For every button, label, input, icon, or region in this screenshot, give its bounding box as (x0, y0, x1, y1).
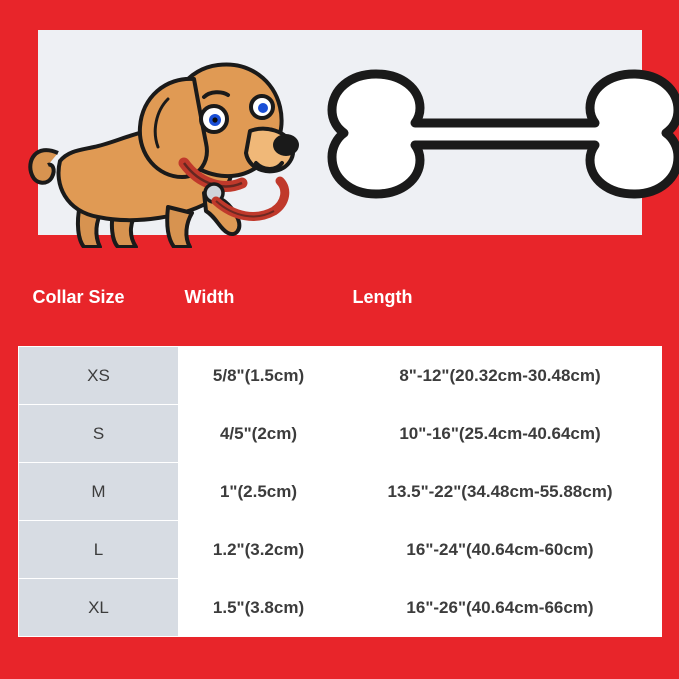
dog-icon (18, 35, 308, 250)
cell-length: 13.5"-22"(34.48cm-55.88cm) (339, 463, 662, 521)
size-table (18, 248, 662, 637)
cell-width: 4/5"(2cm) (179, 405, 339, 463)
cell-size: S (19, 405, 179, 463)
cell-length: 16"-26"(40.64cm-66cm) (339, 579, 662, 637)
cell-length: 16"-24"(40.64cm-60cm) (339, 521, 662, 579)
cell-width: 5/8"(1.5cm) (179, 347, 339, 405)
table-row (19, 579, 662, 637)
header-length: Length (339, 248, 662, 347)
cell-size: L (19, 521, 179, 579)
table-row (19, 521, 662, 579)
size-table-container (18, 248, 661, 637)
table-row (19, 347, 662, 405)
header-width: Width (179, 248, 339, 347)
table-header (19, 248, 662, 347)
cell-length: 10"-16"(25.4cm-40.64cm) (339, 405, 662, 463)
header-collar-size: Collar Size (19, 248, 179, 347)
cell-size: M (19, 463, 179, 521)
cell-size: XS (19, 347, 179, 405)
cell-length: 8"-12"(20.32cm-30.48cm) (339, 347, 662, 405)
cell-width: 1.5"(3.8cm) (179, 579, 339, 637)
hero-illustration-panel (38, 30, 642, 235)
cell-size: XL (19, 579, 179, 637)
bone-icon (310, 62, 679, 207)
cell-width: 1"(2.5cm) (179, 463, 339, 521)
table-body (19, 347, 662, 637)
table-header-row (19, 248, 662, 347)
cell-width: 1.2"(3.2cm) (179, 521, 339, 579)
table-row (19, 405, 662, 463)
table-row (19, 463, 662, 521)
